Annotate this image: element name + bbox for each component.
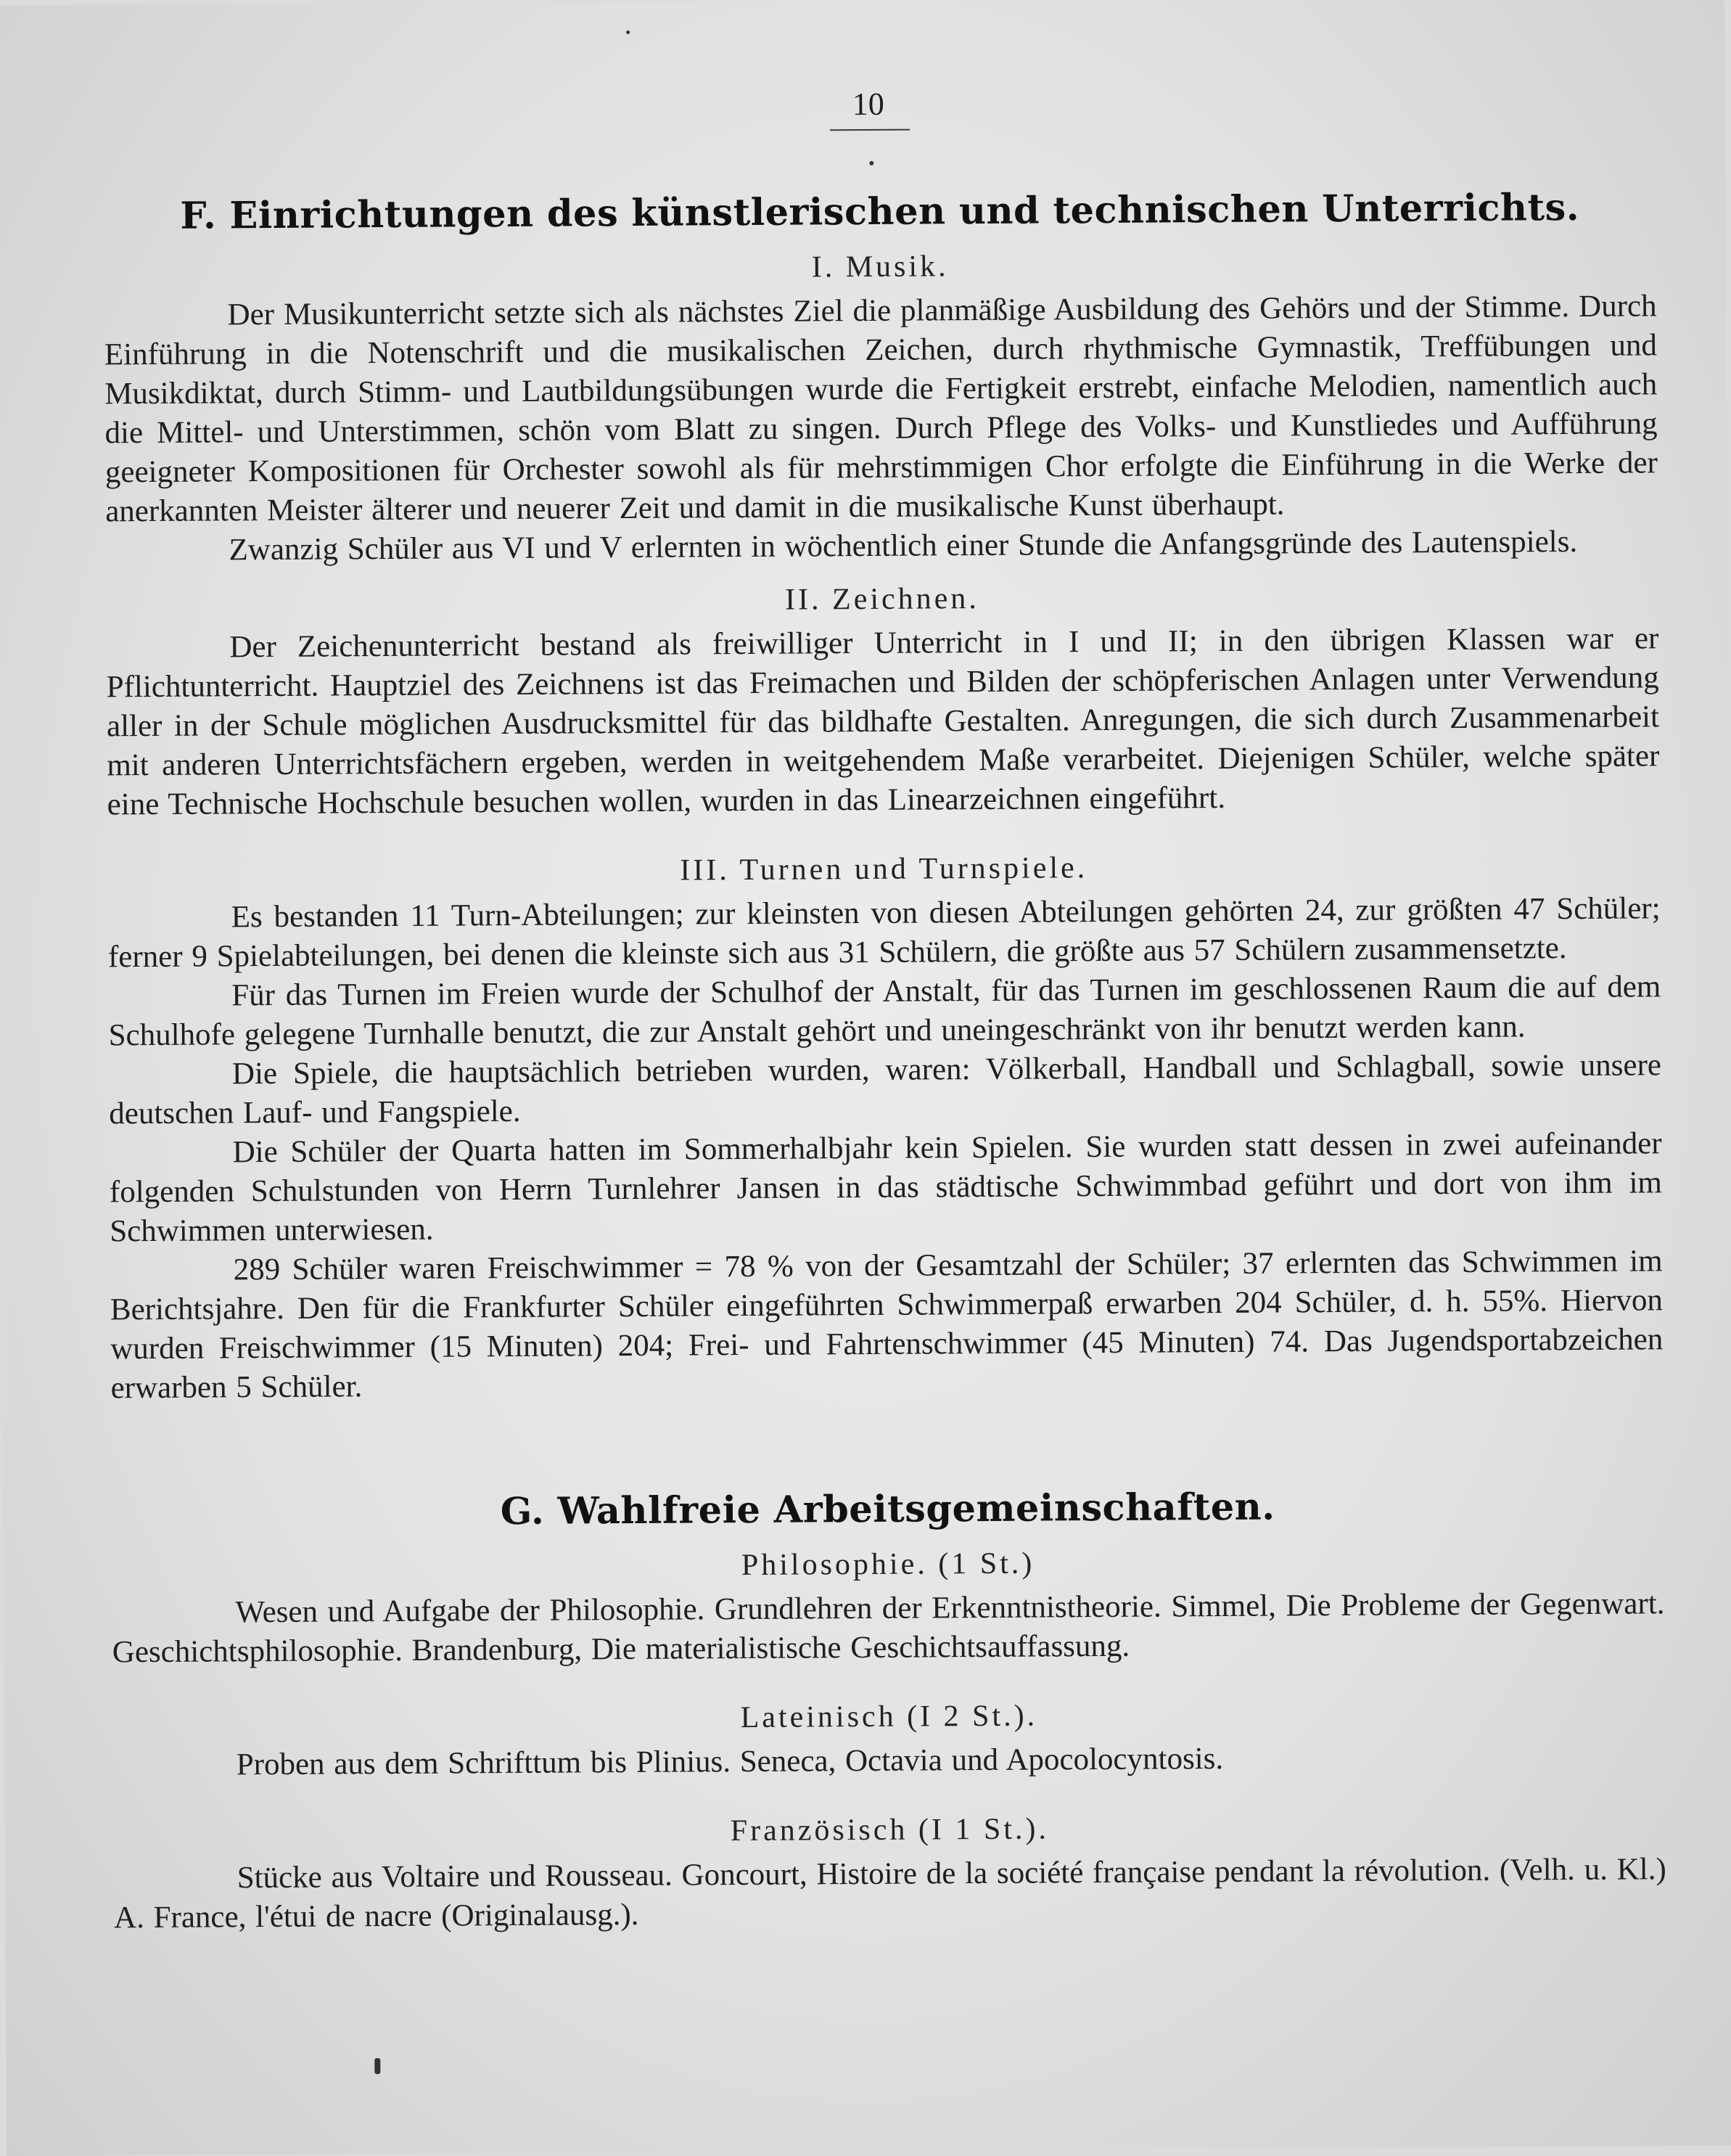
- turnen-paragraph: Die Schüler der Quarta hatten im Sommerhalbjahr kein Spielen. Sie wurden statt dessen in zwei aufeinander folgenden Schulstunden von Herrn Turnlehrer Jansen in das städtische Schwimmbad geführt und dort von ihm im Schwimmen unterwiesen.: [109, 1126, 1663, 1249]
- turnen-paragraph: Die Spiele, die hauptsächlich betrieben wurden, waren: Völkerball, Handball und Schlagball, sowie unsere deutschen Lauf- und Fangspiele.: [109, 1048, 1662, 1131]
- scan-speck: [374, 2058, 380, 2074]
- turnen-paragraph: 289 Schüler waren Freischwimmer = 78 % von der Gesamtzahl der Schüler; 37 erlernten das Schwimmen im Berichtsjahre. Den für die Frankfurter Schüler eingeführten Schwimmerpaß erwarben 204 Schüler, d. h. 55%. Hiervon wurden Freischwimmer (15 Minuten) 204; Frei- und Fahrtenschwimmer (45 Minuten) 74. Das Jugendsportabzeichen erwarben 5 Schüler.: [110, 1244, 1664, 1406]
- lateinisch-heading: Lateinisch (I 2 St.).: [740, 1699, 1038, 1735]
- scan-speck: [626, 30, 630, 34]
- turnen-paragraph: Für das Turnen im Freien wurde der Schulhof der Anstalt, für das Turnen im geschlossenen Raum die auf dem Schulhofe gelegene Turnhalle benutzt, die zur Anstalt gehört und uneingeschränkt von ihr benutzt werden kann.: [108, 970, 1661, 1053]
- page-content: [104, 185, 1667, 1938]
- musik-paragraph: Der Musikunterricht setzte sich als nächstes Ziel die planmäßige Ausbildung des Gehörs und der Stimme. Durch Einführung in die Notenschrift und die musikalischen Zeichen, durch rhythmische Gymnastik, Treffübungen und Musikdiktat, durch Stimm- und Lautbildungsübungen wurde die Fertigkeit erstrebt, einfache Melodien, namentlich auch die Mittel- und Unterstimmen, schön vom Blatt zu singen. Durch Pflege des Volks- und Kunstliedes und Aufführung geeigneter Kompositionen für Orchester sowohl als für mehrstimmigen Chor erfolgte die Einführung in die Werke der anerkannten Meister älterer und neuerer Zeit und damit in die musikalische Kunst überhaupt.: [104, 289, 1658, 529]
- philosophie-text: Wesen und Aufgabe der Philosophie. Grundlehren der Erkenntnistheorie. Simmel, Die Probleme der Gegenwart. Geschichtsphilosophie. Brandenburg, Die materialistische Geschichtsauffassung.: [112, 1586, 1665, 1670]
- lateinisch-text: Proben aus dem Schrifttum bis Plinius. Seneca, Octavia und Apocolocyntosis.: [236, 1742, 1224, 1782]
- zeichnen-paragraph: Der Zeichenunterricht bestand als freiwilliger Unterricht in I und II; in den übrigen Klassen war er Pflichtunterricht. Hauptziel des Zeichnens ist das Freimachen und Bilden der schöpferischen Anlagen unter Verwendung aller in der Schule möglichen Ausdrucksmittel für das bildhafte Gestalten. Anregungen, die sich durch Zusammenarbeit mit anderen Unterrichtsfächern ergeben, werden in weitgehendem Maße verarbeitet. Diejenigen Schüler, welche später eine Technische Hochschule besuchen wollen, wurden in das Linearzeichnen eingeführt.: [106, 621, 1660, 822]
- musik-paragraph: Zwanzig Schüler aus VI und V erlernten in wöchentlich einer Stunde die Anfangsgründe des Lautenspiels.: [229, 524, 1578, 567]
- philosophie-heading: Philosophie. (1 St.): [741, 1546, 1035, 1583]
- franzoesisch-text: Stücke aus Voltaire und Rousseau. Goncourt, Histoire de la société française pendant la révolution. (Velh. u. Kl.) A. France, l'étui de nacre (Originalausg.).: [113, 1852, 1666, 1935]
- section-g-title: G. Wahlfreie Arbeitsgemeinschaften.: [500, 1485, 1275, 1534]
- turnen-heading: III. Turnen und Turnspiele.: [680, 851, 1088, 888]
- musik-heading: I. Musik.: [811, 250, 949, 284]
- page-number: 10: [852, 86, 884, 123]
- zeichnen-heading: II. Zeichnen.: [784, 582, 979, 617]
- turnen-paragraph: Es bestanden 11 Turn-Abteilungen; zur kleinsten von diesen Abteilungen gehörten 24, zur größten 47 Schüler; ferner 9 Spielabteilungen, bei denen die kleinste sich aus 31 Schülern, die größte aus 57 Schülern zusammensetzte.: [107, 891, 1661, 975]
- franzoesisch-heading: Französisch (I 1 St.).: [730, 1812, 1050, 1848]
- section-f-title: F. Einrichtungen des künstlerischen und technischen Unterrichts.: [180, 185, 1580, 238]
- page-number-rule: [830, 129, 910, 131]
- scan-speck: [869, 161, 873, 165]
